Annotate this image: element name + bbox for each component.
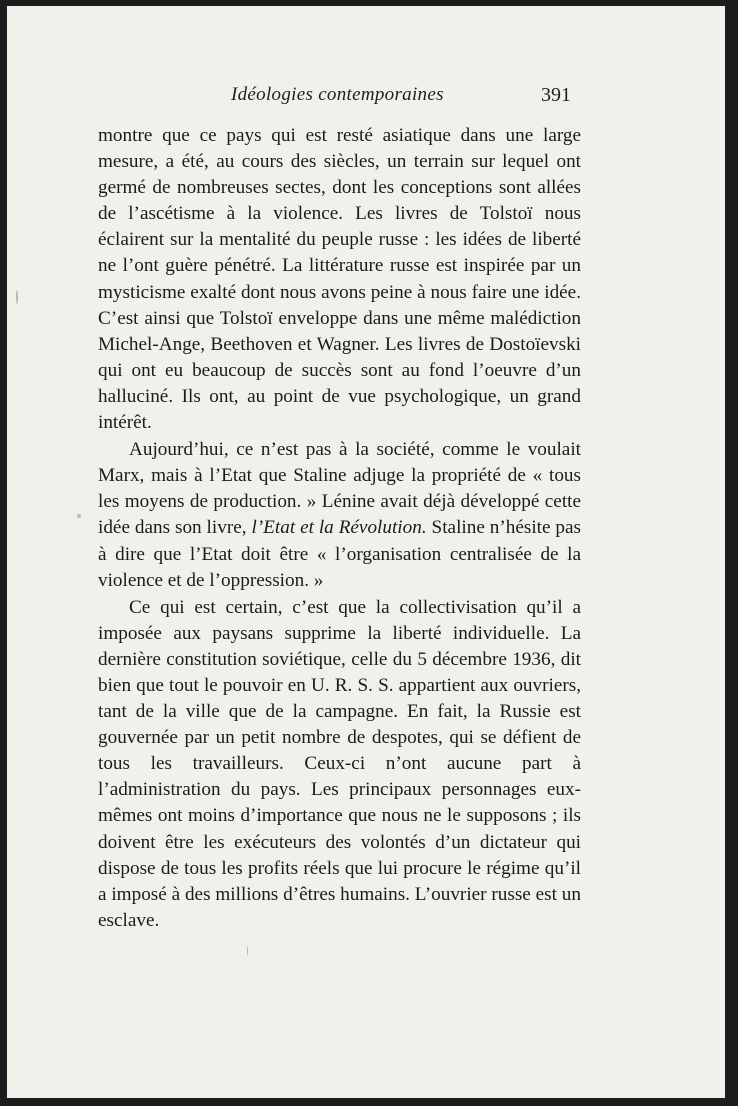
paragraph-1: montre que ce pays qui est resté asiatique dans une large mesure, a été, au cours des siècles, un terrain sur lequel ont germé de nombreuses sectes, dont les conceptions sont allées de l’ascétisme à la violence. Les livres de Tolstoï nous éclairent sur la mentalité du peuple russe : les idées de liberté ne l’ont guère pénétré. La littérature russe est inspirée par un mysticisme exalté dont nous avons peine à nous faire une idée. C’est ainsi que Tolstoï enveloppe dans une même malédiction Michel-Ange, Beethoven et Wagner. Les livres de Dostoïevski qui ont eu beaucoup de succès sont au fond l’oeuvre d’un halluciné. Ils ont, au point de vue psychologique, un grand intérêt.: [98, 125, 581, 434]
paragraph-2-text-after: Staline n’hésite pas à dire que l’Etat doit être « l’organisation centralisée de la violence et de l’oppression. »: [98, 517, 582, 591]
ink-speck: [247, 946, 248, 956]
page-number: 391: [541, 84, 571, 106]
book-page: [7, 6, 725, 1098]
ink-speck: [16, 290, 18, 304]
paragraph-2: [98, 437, 581, 594]
running-title: Idéologies contemporaines: [231, 84, 444, 105]
book-title-reference: l’Etat et la Révolution.: [251, 517, 427, 539]
paragraph-3: Ce qui est certain, c’est que la collectivisation qu’il a imposée aux paysans supprime la liberté individuelle. La dernière constitution soviétique, celle du 5 décembre 1936, dit bien que tout le pouvoir en U. R. S. S. appartient aux ouvriers, tant de la ville que de la campagne. En fait, la Russie est gouvernée par un petit nombre de despotes, qui se défient de tous les travailleurs. Ceux-ci n’ont aucune part à l’administration du pays. Les principaux personnages eux-mêmes ont moins d’importance que nous ne le supposons ; ils doivent être les exécuteurs des volontés d’un dictateur qui dispose de tous les profits réels que lui procure le régime qu’il a imposé à des millions d’êtres humains. L’ouvrier russe est un esclave.: [98, 596, 581, 931]
ink-speck: [77, 514, 81, 518]
body-text: [98, 123, 581, 934]
paragraph-2-text-before: Aujourd’hui, ce n’est pas à la société, comme le voulait Marx, mais à l’Etat que Staline adjuge la propriété de « tous les moyens de production. » Lénine avait déjà développé cette idée dans son livre,: [98, 439, 581, 539]
page-header: [7, 84, 725, 114]
